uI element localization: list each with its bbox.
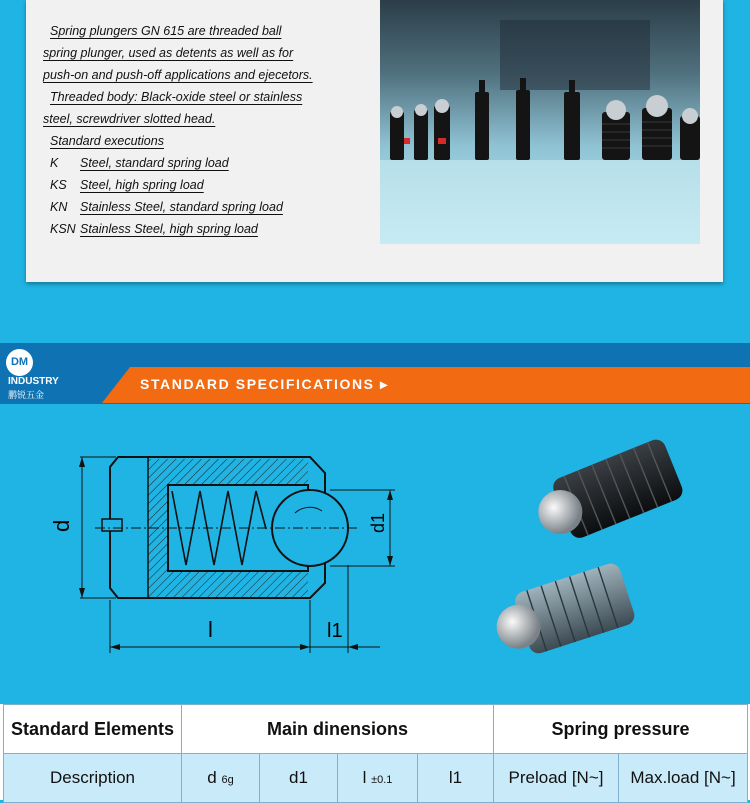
spring-plunger-diagram	[40, 425, 440, 685]
col-maxload: Max.load [N~]	[619, 754, 748, 803]
table-subheader-row	[4, 754, 748, 803]
intro-line: Threaded body: Black-oxide steel or stainless	[50, 90, 303, 104]
col-spring-pressure: Spring pressure	[494, 705, 748, 754]
section-title: STANDARD SPECIFICATIONS ▸	[140, 376, 389, 392]
col-main-dimensions: Main dinensions	[182, 705, 494, 754]
intro-line: Spring plungers GN 615 are threaded ball	[50, 24, 282, 38]
execution-text: Steel, standard spring load	[80, 156, 229, 170]
execution-code: KSN	[50, 222, 76, 236]
dim-l-label: l	[208, 617, 213, 642]
plunger-lineup-image	[380, 0, 700, 244]
ball-plunger-photo	[450, 420, 750, 690]
col-l-label: l	[362, 768, 367, 787]
brand-logo	[4, 346, 84, 404]
intro-line: Standard executions	[50, 134, 164, 148]
col-d-tolerance: 6g	[221, 774, 234, 786]
execution-text: Stainless Steel, high spring load	[80, 222, 258, 236]
dim-d-label: d	[49, 519, 74, 532]
intro-card	[26, 0, 723, 282]
execution-item	[43, 218, 363, 240]
logo-name: INDUSTRY	[8, 376, 59, 387]
col-l	[338, 754, 418, 803]
logo-mark: DM	[6, 349, 33, 376]
execution-code: KN	[50, 200, 68, 214]
dim-d1-label: d1	[368, 512, 388, 533]
spec-table	[0, 704, 750, 800]
col-standard-elements: Standard Elements	[4, 705, 182, 754]
execution-item	[43, 152, 363, 174]
intro-text	[43, 20, 363, 240]
execution-item	[43, 174, 363, 196]
table-header-row	[4, 705, 748, 754]
intro-line: spring plunger, used as detents as well as for	[43, 46, 294, 60]
col-l1: l1	[418, 754, 494, 803]
intro-line: steel, screwdriver slotted head.	[43, 112, 216, 126]
col-description: Description	[4, 754, 182, 803]
col-preload: Preload [N~]	[494, 754, 619, 803]
technical-drawing	[40, 425, 440, 685]
dim-l1-label: l1	[327, 620, 343, 642]
execution-code: KS	[50, 178, 67, 192]
execution-item	[43, 196, 363, 218]
logo-cn: 鹏锐五金	[8, 390, 45, 400]
col-d1: d1	[260, 754, 338, 803]
product-photo	[450, 420, 750, 690]
execution-code: K	[50, 156, 59, 170]
product-photo-top	[380, 0, 700, 244]
intro-line: push-on and push-off applications and ejecetors.	[43, 68, 313, 82]
col-l-tolerance: ±0.1	[371, 774, 393, 786]
col-d	[182, 754, 260, 803]
col-d-label: d	[207, 768, 217, 787]
execution-text: Stainless Steel, standard spring load	[80, 200, 283, 214]
execution-text: Steel, high spring load	[80, 178, 204, 192]
